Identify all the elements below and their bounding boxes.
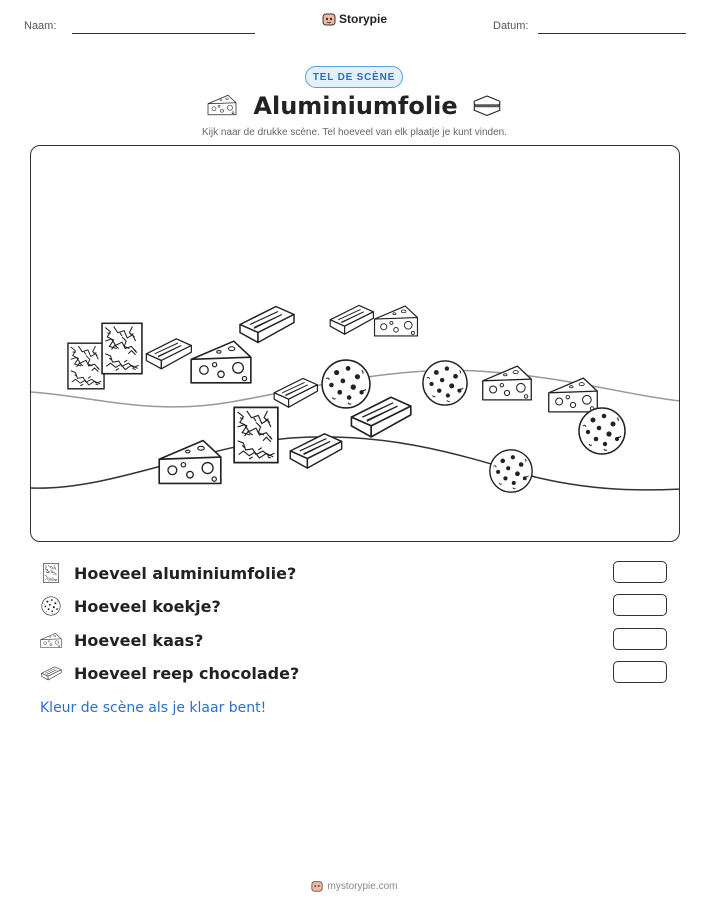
front-hill-line	[31, 437, 680, 490]
cookie-icon	[490, 450, 532, 492]
color-instruction: Kleur de scène als je klaar bent!	[40, 700, 267, 716]
sandwich-icon	[472, 93, 502, 117]
cheese-icon	[159, 441, 221, 484]
footer-url[interactable]: mystorypie.com	[327, 880, 398, 892]
footer	[0, 880, 709, 892]
name-label: Naam:	[24, 20, 57, 32]
date-line[interactable]	[538, 33, 686, 34]
activity-badge: TEL DE SCÈNE	[305, 66, 403, 88]
cheese-icon	[549, 378, 598, 412]
cheese-icon	[40, 629, 62, 651]
question-row-chocolate	[40, 661, 680, 685]
chocolate-bar-icon	[330, 305, 373, 334]
cheese-icon	[207, 93, 237, 117]
question-text: Hoeveel koekje?	[74, 596, 221, 616]
scene-illustration	[31, 146, 680, 542]
cookie-icon	[579, 408, 625, 454]
answer-box-cheese[interactable]	[613, 628, 667, 650]
foil-icon	[40, 562, 62, 584]
question-row-cheese	[40, 628, 680, 652]
answer-box-foil[interactable]	[613, 561, 667, 583]
cheese-icon	[375, 306, 418, 336]
cheese-icon	[191, 341, 251, 383]
instructions: Kijk naar de drukke scène. Tel hoeveel van elk plaatje je kunt vinden.	[201, 127, 507, 138]
date-label: Datum:	[493, 20, 529, 32]
brand-name: Storypie	[339, 12, 388, 26]
question-text: Hoeveel kaas?	[74, 630, 204, 650]
cookie-icon	[40, 595, 62, 617]
title-text: Aluminiumfolie	[253, 92, 458, 120]
cookie-icon	[423, 361, 467, 405]
chocolate-bar-icon	[274, 378, 317, 407]
count-scene[interactable]	[30, 145, 680, 542]
cookie-icon	[322, 360, 370, 408]
chocolate-bar-icon	[146, 339, 191, 369]
storypie-logo-icon	[311, 880, 323, 892]
name-line[interactable]	[72, 33, 255, 34]
answer-box-chocolate[interactable]	[613, 661, 667, 683]
page-title	[0, 92, 709, 120]
chocolate-bar-icon	[40, 662, 62, 684]
question-text: Hoeveel aluminiumfolie?	[74, 563, 297, 583]
chocolate-bar-icon	[240, 307, 294, 343]
question-row-cookie	[40, 594, 680, 618]
question-row-foil	[40, 561, 680, 585]
foil-icon	[234, 407, 278, 462]
brand-logo	[322, 12, 387, 26]
foil-icon	[102, 323, 142, 373]
question-text: Hoeveel reep chocolade?	[74, 663, 300, 683]
answer-box-cookie[interactable]	[613, 594, 667, 616]
storypie-logo-icon	[322, 12, 336, 26]
foil-icon	[68, 343, 104, 389]
chocolate-bar-icon	[290, 434, 341, 468]
